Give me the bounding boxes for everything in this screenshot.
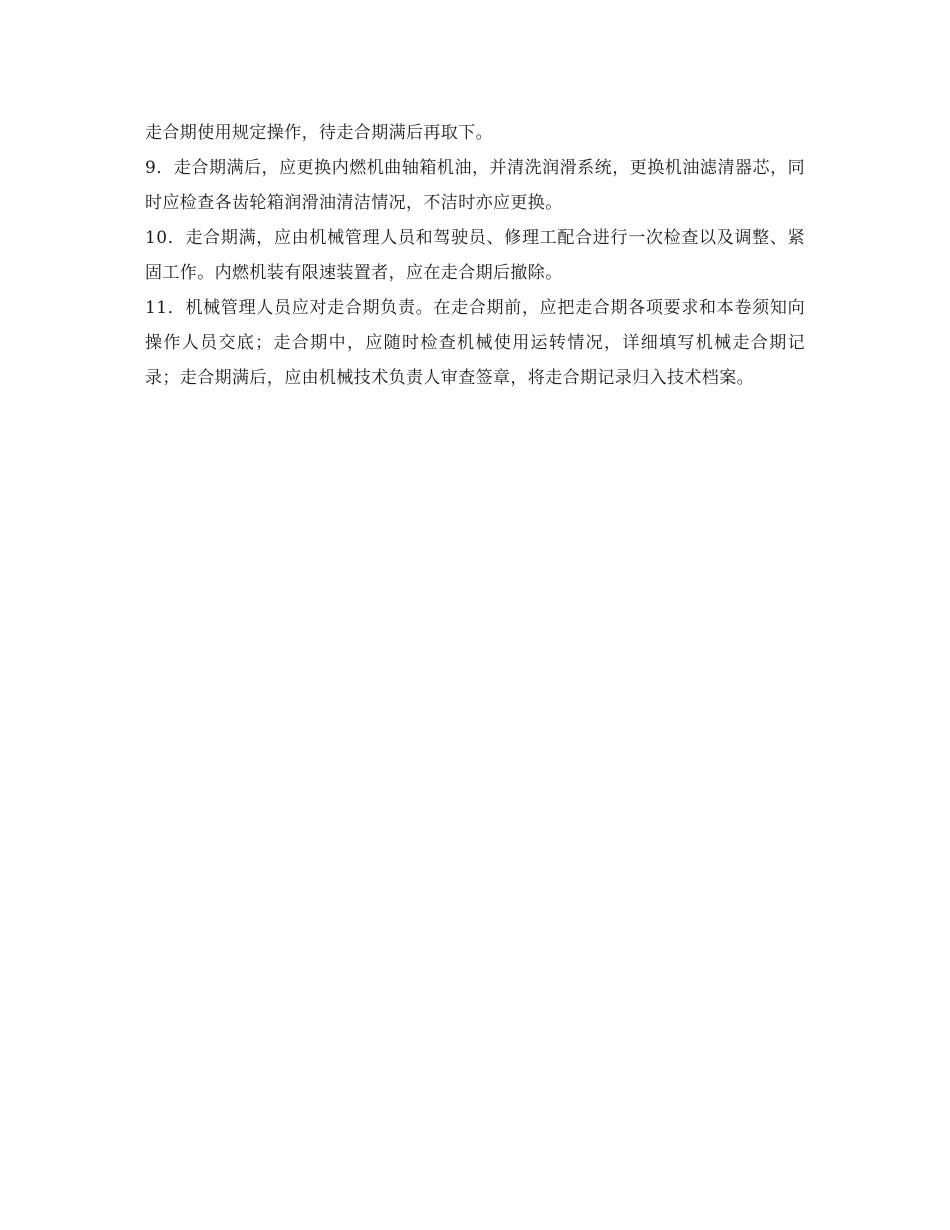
paragraph-item-9: 9．走合期满后，应更换内燃机曲轴箱机油，并清洗润滑系统，更换机油滤清器芯，同时应检查各齿轮箱润滑油清洁情况，不洁时亦应更换。 — [145, 158, 805, 213]
paragraph-item-11: 11．机械管理人员应对走合期负责。在走合期前，应把走合期各项要求和本卷须知向操作人员交底；走合期中，应随时检查机械使用运转情况，详细填写机械走合期记录；走合期满后，应由机械技术负责人审查签章，将走合期记录归入技术档案。 — [145, 298, 805, 388]
paragraph-continuation: 走合期使用规定操作，待走合期满后再取下。 — [145, 123, 493, 143]
paragraph-item-10: 10．走合期满，应由机械管理人员和驾驶员、修理工配合进行一次检查以及调整、紧固工作。内燃机装有限速装置者，应在走合期后撤除。 — [145, 228, 805, 283]
document-body — [145, 116, 805, 396]
